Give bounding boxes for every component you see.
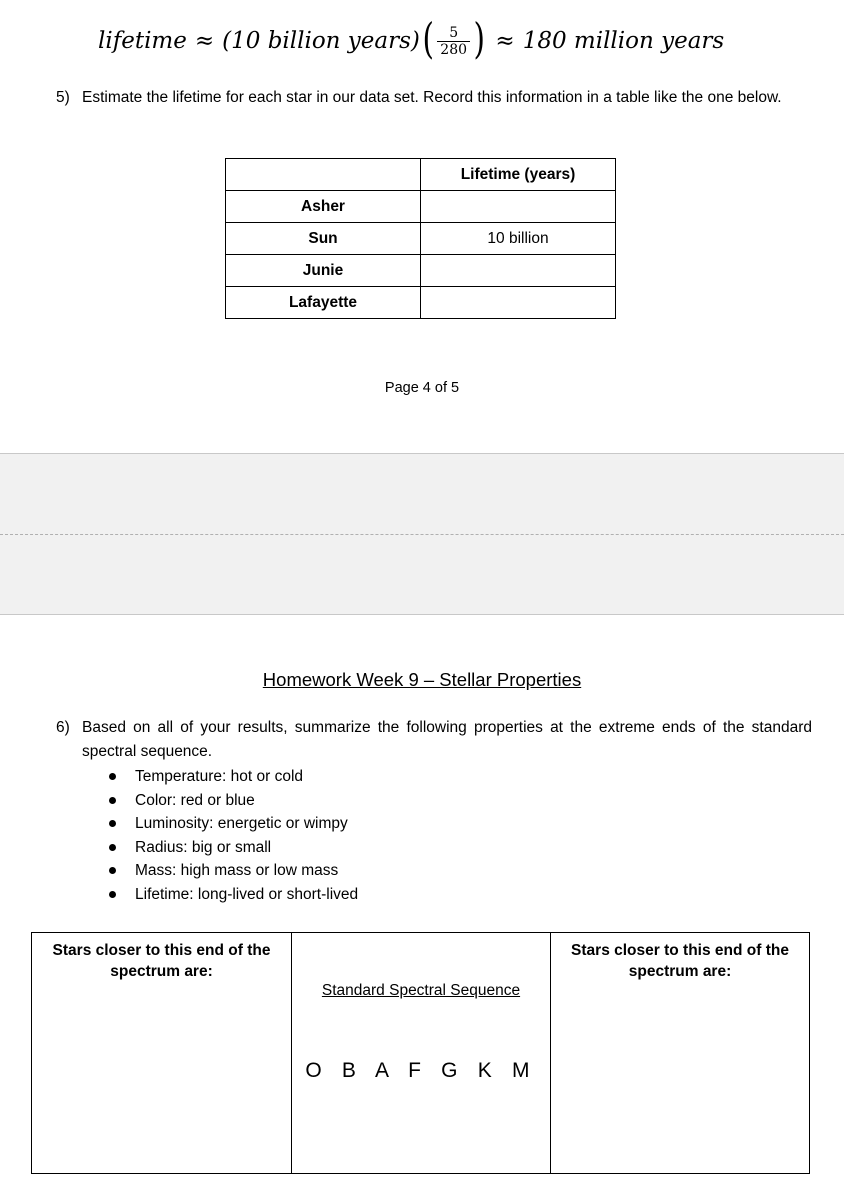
- formula-factor: (10 billion years): [222, 28, 420, 54]
- lifetime-formula: lifetime ≈ (10 billion years) ( $\frac{5}{280}$ ) ≈ 180 million years: [98, 14, 725, 63]
- formula-fraction: [437, 25, 470, 58]
- list-item: Lifetime: long-lived or short-lived: [106, 883, 358, 907]
- table-row: [226, 255, 616, 287]
- question-6: [56, 716, 812, 764]
- sequence-title: Standard Spectral Sequence: [321, 982, 521, 999]
- fraction-denominator: 280: [440, 41, 468, 58]
- properties-list: [106, 765, 358, 907]
- question-5-text: Estimate the lifetime for each star in our data set. Record this information in a table like the one below.: [82, 89, 782, 106]
- right-end-header: Stars closer to this end of the spectrum are:: [571, 942, 789, 980]
- list-item: Temperature: hot or cold: [106, 765, 358, 789]
- star-lifetime: [421, 255, 616, 287]
- page-break-divider: [0, 534, 844, 535]
- fraction-numerator: 5: [449, 24, 459, 41]
- lifetime-table: [225, 158, 616, 319]
- spectrum-middle-cell: [292, 933, 551, 1173]
- spectrum-table: [31, 932, 810, 1174]
- list-item: Radius: big or small: [106, 836, 358, 860]
- question-5-number: 5): [56, 89, 70, 106]
- homework-title: Homework Week 9 – Stellar Properties: [262, 669, 582, 690]
- page-gap: [0, 453, 844, 615]
- star-lifetime: 10 billion: [421, 223, 616, 255]
- formula-approx-2: ≈: [495, 28, 515, 54]
- star-lifetime: [421, 191, 616, 223]
- question-6-text: Based on all of your results, summarize the following properties at the extreme ends of the standard spectral sequence.: [82, 719, 812, 760]
- list-item: Luminosity: energetic or wimpy: [106, 812, 358, 836]
- question-6-number: 6): [56, 719, 70, 736]
- star-name: Asher: [226, 191, 421, 223]
- star-name: Sun: [226, 223, 421, 255]
- document-page-5: [0, 615, 844, 1194]
- table-row: [226, 223, 616, 255]
- star-name: Lafayette: [226, 287, 421, 319]
- header-lifetime: Lifetime (years): [421, 159, 616, 191]
- table-row: [226, 287, 616, 319]
- spectrum-left-cell: [32, 933, 292, 1173]
- formula-approx-1: ≈: [194, 28, 215, 54]
- list-item: Color: red or blue: [106, 789, 358, 813]
- table-row: [226, 191, 616, 223]
- spectrum-right-cell: [551, 933, 809, 1173]
- header-star: [226, 159, 421, 191]
- formula-result: 180 million years: [522, 28, 725, 54]
- page-footer: Page 4 of 5: [384, 380, 460, 396]
- star-name: Junie: [226, 255, 421, 287]
- question-5: [56, 86, 812, 110]
- spectral-sequence: O B A F G K M: [305, 1059, 537, 1082]
- lifetime-table-header: [226, 159, 616, 191]
- left-end-header: Stars closer to this end of the spectrum are:: [52, 942, 271, 980]
- document-page-4: [0, 0, 844, 453]
- formula-lhs: lifetime: [98, 28, 187, 54]
- list-item: Mass: high mass or low mass: [106, 859, 358, 883]
- star-lifetime: [421, 287, 616, 319]
